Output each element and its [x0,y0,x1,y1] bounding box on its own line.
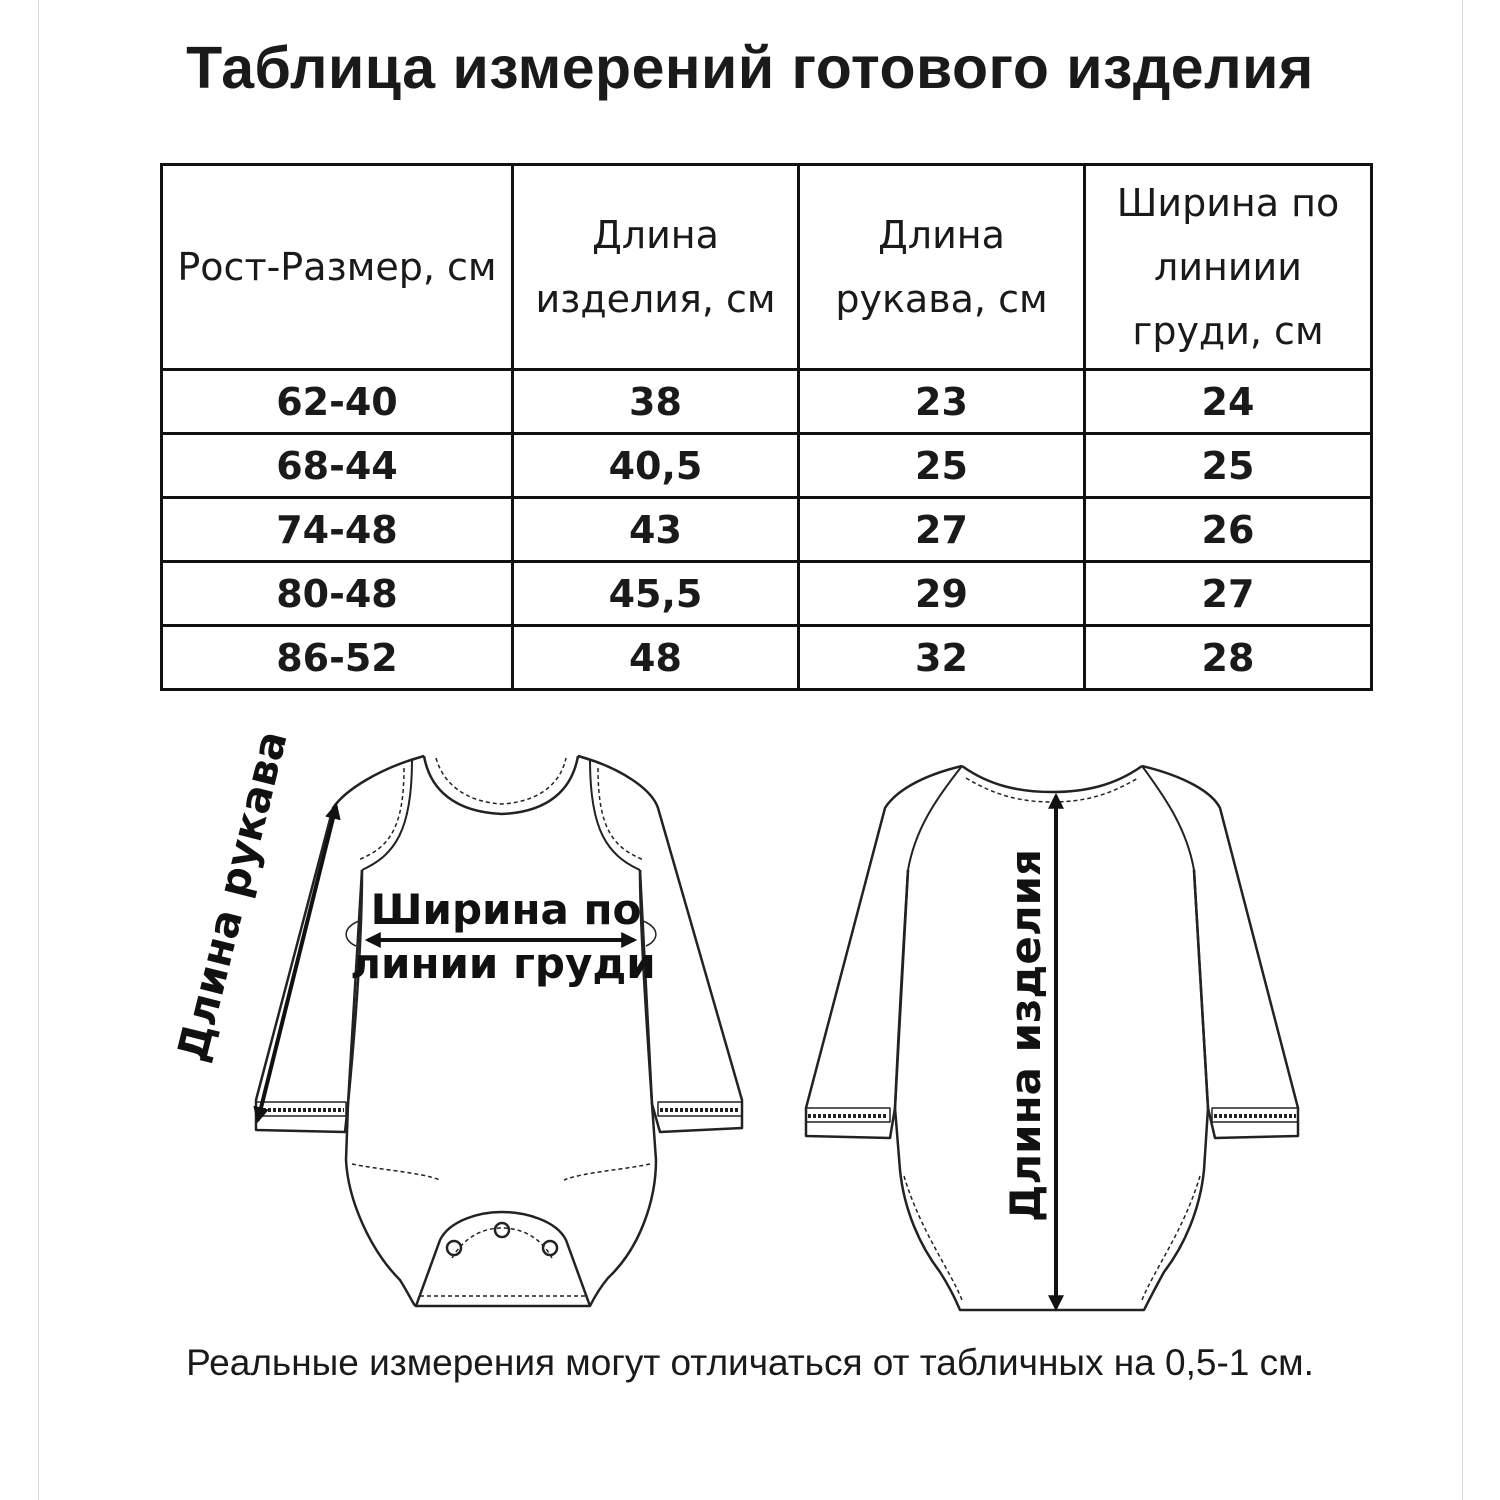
front-torso [346,870,656,1306]
chest-width-label-line2: линии груди [350,939,656,988]
sleeve-length-label: Длина рукава [167,725,297,1067]
table-row [162,370,1372,434]
cell-chest: 27 [1085,562,1372,626]
back-torso [895,870,1208,1310]
cell-length: 38 [513,370,799,434]
cell-chest: 25 [1085,434,1372,498]
cell-length: 45,5 [513,562,799,626]
sleeve-length-arrow [258,806,336,1120]
garment-length-label: Длина изделия [1001,849,1050,1222]
size-table [160,163,1373,691]
table-row [162,626,1372,690]
cell-size: 86-52 [162,626,513,690]
bodysuit-back-illustration [806,766,1298,1310]
page-title: Таблица измерений готового изделия [186,35,1314,101]
table-header-row [162,165,1372,370]
measurement-footnote: Реальные измерения могут отличаться от табличных на 0,5-1 см. [186,1342,1314,1383]
header-chest-width: Ширина по линиии груди, см [1085,165,1372,370]
back-right-sleeve [1142,766,1298,1138]
cell-length: 48 [513,626,799,690]
cell-size: 62-40 [162,370,513,434]
measurement-diagram [0,700,1500,1340]
table-row [162,434,1372,498]
cell-sleeve: 23 [799,370,1085,434]
cell-chest: 28 [1085,626,1372,690]
cell-length: 43 [513,498,799,562]
cell-size: 68-44 [162,434,513,498]
cell-sleeve: 32 [799,626,1085,690]
chest-width-label-line1: Ширина по [370,885,642,934]
cell-sleeve: 27 [799,498,1085,562]
cell-size: 80-48 [162,562,513,626]
cell-chest: 24 [1085,370,1372,434]
back-neckline [962,766,1142,792]
cell-size: 74-48 [162,498,513,562]
cell-sleeve: 29 [799,562,1085,626]
header-garment-length: Длина изделия, см [513,165,799,370]
cell-length: 40,5 [513,434,799,498]
header-height-size: Рост-Размер, см [162,165,513,370]
header-sleeve-length: Длина рукава, см [799,165,1085,370]
front-neckline [424,756,578,814]
back-left-sleeve [806,766,962,1138]
table-row [162,498,1372,562]
cell-chest: 26 [1085,498,1372,562]
table-row [162,562,1372,626]
cell-sleeve: 25 [799,434,1085,498]
